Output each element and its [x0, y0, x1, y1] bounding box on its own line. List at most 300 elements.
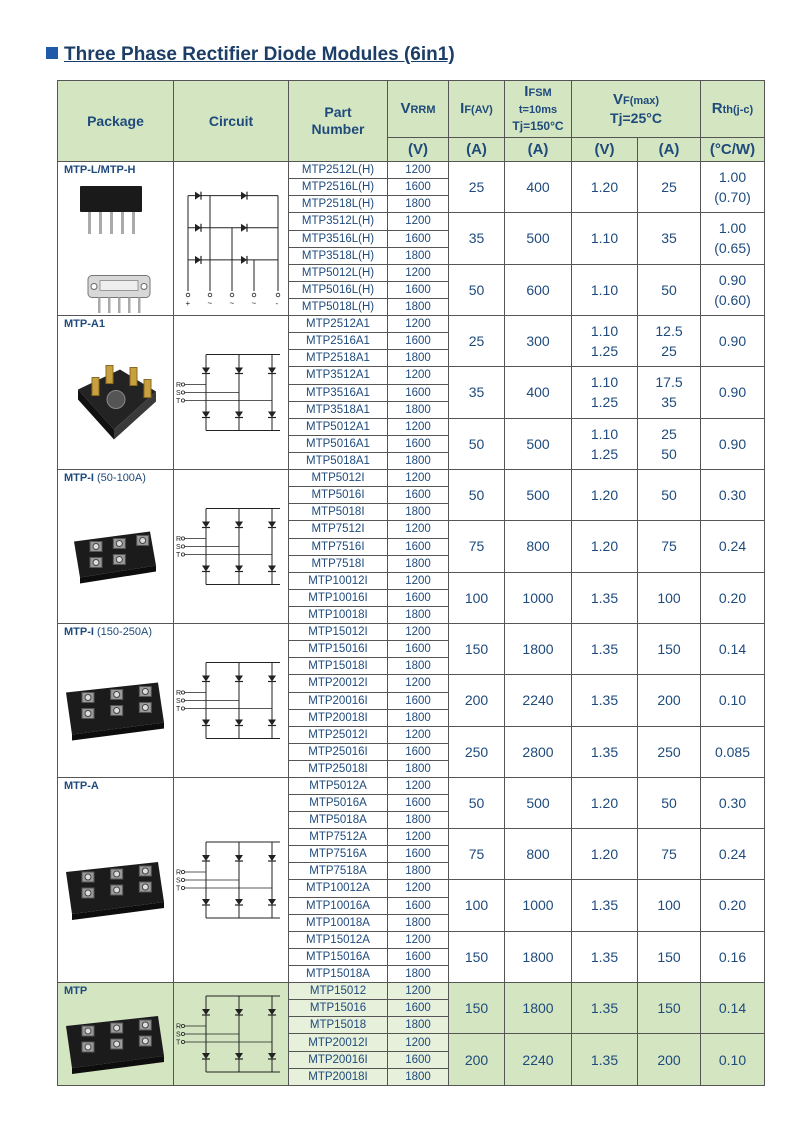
- header-circuit: Circuit: [174, 81, 289, 162]
- diode-symbol: [268, 566, 276, 572]
- vrrm-value: 1800: [388, 863, 449, 880]
- part-number: MTP2516A1: [289, 333, 388, 350]
- package-name: MTP-L/MTP-H: [64, 164, 136, 176]
- circuit-diagram: [174, 624, 289, 777]
- vrrm-value: 1800: [388, 299, 449, 316]
- diode-symbol: [268, 720, 276, 726]
- diode-symbol: [202, 368, 210, 374]
- part-number: MTP2512L(H): [289, 162, 388, 179]
- vf-value: 1.20: [572, 162, 638, 213]
- diode-symbol: [202, 1053, 210, 1059]
- rth-value: 1.00 (0.70): [701, 162, 765, 213]
- rth-value: 0.10: [701, 675, 765, 727]
- vrrm-value: 1200: [388, 675, 449, 693]
- part-number: MTP2516L(H): [289, 179, 388, 196]
- diode-symbol: [202, 412, 210, 418]
- part-number: MTP5018A: [289, 812, 388, 829]
- vf-current-value: 75: [638, 829, 701, 880]
- vrrm-value: 1600: [388, 179, 449, 196]
- part-number: MTP3518A1: [289, 401, 388, 418]
- package-name: MTP-A1: [64, 318, 105, 330]
- header-ifav: IF(AV): [449, 81, 505, 138]
- vrrm-value: 1200: [388, 162, 449, 179]
- vf-current-value: 100: [638, 880, 701, 931]
- diode-symbol: [195, 224, 201, 232]
- part-number: MTP25018I: [289, 761, 388, 778]
- part-number: MTP3516L(H): [289, 230, 388, 247]
- ifav-value: 200: [449, 1034, 505, 1086]
- diode-symbol: [235, 522, 243, 528]
- ifav-value: 25: [449, 316, 505, 367]
- part-number: MTP3518L(H): [289, 247, 388, 264]
- part-number: MTP15018A: [289, 966, 388, 983]
- part-number: MTP5016L(H): [289, 282, 388, 299]
- ifsm-value: 500: [505, 778, 572, 829]
- circuit-diagram: [174, 470, 289, 623]
- part-number: MTP25016I: [289, 744, 388, 761]
- circuit-label: +: [185, 299, 191, 308]
- package-cell: [58, 983, 174, 1086]
- part-number: MTP10018A: [289, 914, 388, 931]
- vrrm-value: 1600: [388, 538, 449, 555]
- package-cell: [58, 624, 174, 778]
- part-number: MTP20012I: [289, 1034, 388, 1052]
- vrrm-value: 1800: [388, 247, 449, 264]
- vrrm-value: 1800: [388, 812, 449, 829]
- circuit-label: T: [176, 398, 181, 405]
- ifav-value: 250: [449, 726, 505, 778]
- circuit-label: R: [176, 382, 182, 389]
- rth-value: 0.90: [701, 418, 765, 470]
- part-number: MTP15012: [289, 983, 388, 1000]
- header-package: Package: [58, 81, 174, 162]
- part-number: MTP7518I: [289, 555, 388, 572]
- vrrm-value: 1800: [388, 761, 449, 778]
- circuit-diagram: [174, 983, 289, 1085]
- vf-value: 1.20: [572, 470, 638, 521]
- part-number: MTP5016A1: [289, 436, 388, 453]
- vrrm-value: 1600: [388, 487, 449, 504]
- vf-current-value: 17.5 35: [638, 367, 701, 419]
- vf-current-value: 50: [638, 264, 701, 316]
- diode-symbol: [235, 1053, 243, 1059]
- vrrm-value: 1800: [388, 1069, 449, 1086]
- vrrm-value: 1800: [388, 196, 449, 213]
- circuit-label: T: [176, 885, 181, 893]
- part-number: MTP5012L(H): [289, 264, 388, 282]
- table-row: [58, 778, 765, 795]
- circuit-label: R: [176, 1023, 182, 1031]
- unit-rth: (°C/W): [701, 138, 765, 162]
- part-number: MTP15016: [289, 1000, 388, 1017]
- part-number: MTP10018I: [289, 607, 388, 624]
- vrrm-value: 1800: [388, 966, 449, 983]
- rth-value: 0.16: [701, 931, 765, 982]
- ifav-value: 50: [449, 264, 505, 316]
- circuit-label: ~: [207, 299, 213, 308]
- vf-value: 1.10: [572, 213, 638, 265]
- circuit-diagram: [174, 162, 289, 315]
- table-row: [58, 316, 765, 333]
- part-number: MTP5016I: [289, 487, 388, 504]
- vrrm-value: 1200: [388, 778, 449, 795]
- ifsm-value: 600: [505, 264, 572, 316]
- package-cell: [58, 162, 174, 316]
- title-square-icon: [46, 47, 58, 59]
- diode-symbol: [235, 899, 243, 905]
- part-number: MTP2512A1: [289, 316, 388, 333]
- ifsm-value: 1000: [505, 572, 572, 624]
- part-number: MTP15016I: [289, 641, 388, 658]
- part-number: MTP10012I: [289, 572, 388, 590]
- part-number: MTP2518L(H): [289, 196, 388, 213]
- diode-symbol: [235, 720, 243, 726]
- part-number: MTP20012I: [289, 675, 388, 693]
- package-photo: [58, 794, 172, 980]
- vrrm-value: 1600: [388, 384, 449, 401]
- circuit-label: S: [176, 1031, 181, 1039]
- package-cell: [58, 470, 174, 624]
- header-rth: Rth(j-c): [701, 81, 765, 138]
- diode-symbol: [268, 1009, 276, 1015]
- vf-value: 1.10: [572, 264, 638, 316]
- vf-value: 1.20: [572, 778, 638, 829]
- rth-value: 0.90 (0.60): [701, 264, 765, 316]
- circuit-cell: [174, 162, 289, 316]
- part-number: MTP7516I: [289, 538, 388, 555]
- header-ifsm: IFSM t=10ms Tj=150°C: [505, 81, 572, 138]
- vrrm-value: 1800: [388, 350, 449, 367]
- vrrm-value: 1200: [388, 213, 449, 231]
- vf-value: 1.20: [572, 829, 638, 880]
- circuit-label: S: [176, 544, 181, 551]
- vrrm-value: 1600: [388, 282, 449, 299]
- circuit-label: R: [176, 536, 182, 543]
- part-number: MTP7512A: [289, 829, 388, 846]
- diode-symbol: [235, 1009, 243, 1015]
- table-row: [58, 470, 765, 487]
- part-number: MTP5016A: [289, 795, 388, 812]
- vrrm-value: 1800: [388, 504, 449, 521]
- circuit-label: R: [176, 869, 182, 877]
- rth-value: 0.24: [701, 829, 765, 880]
- vf-current-value: 150: [638, 983, 701, 1034]
- vf-current-value: 150: [638, 624, 701, 675]
- ifsm-value: 1000: [505, 880, 572, 931]
- part-number: MTP10016A: [289, 897, 388, 914]
- rth-value: 0.30: [701, 470, 765, 521]
- ifsm-value: 2240: [505, 1034, 572, 1086]
- part-number: MTP5018A1: [289, 453, 388, 470]
- part-number: MTP2518A1: [289, 350, 388, 367]
- page-title: Three Phase Rectifier Diode Modules (6in1): [46, 44, 455, 66]
- diode-symbol: [235, 566, 243, 572]
- vrrm-value: 1600: [388, 1000, 449, 1017]
- vrrm-value: 1600: [388, 1052, 449, 1069]
- package-photo: [58, 486, 172, 621]
- package-photo: [58, 999, 172, 1083]
- vf-current-value: 200: [638, 675, 701, 727]
- diode-symbol: [241, 224, 247, 232]
- diode-symbol: [202, 566, 210, 572]
- vf-current-value: 50: [638, 778, 701, 829]
- ifav-value: 150: [449, 983, 505, 1034]
- circuit-label: T: [176, 1039, 181, 1047]
- ifsm-value: 400: [505, 162, 572, 213]
- part-number: MTP15012I: [289, 624, 388, 641]
- part-number: MTP15018I: [289, 658, 388, 675]
- vrrm-value: 1600: [388, 949, 449, 966]
- diode-symbol: [202, 676, 210, 682]
- vrrm-value: 1200: [388, 367, 449, 385]
- unit-ifav: (A): [449, 138, 505, 162]
- diode-symbol: [268, 1053, 276, 1059]
- vrrm-value: 1200: [388, 983, 449, 1000]
- vf-value: 1.10 1.25: [572, 418, 638, 470]
- ifsm-value: 2800: [505, 726, 572, 778]
- ifav-value: 150: [449, 931, 505, 982]
- part-number: MTP5018L(H): [289, 299, 388, 316]
- circuit-label: S: [176, 698, 181, 705]
- rth-value: 0.14: [701, 983, 765, 1034]
- table-row: [58, 624, 765, 641]
- diode-symbol: [202, 899, 210, 905]
- vrrm-value: 1600: [388, 333, 449, 350]
- vrrm-value: 1200: [388, 931, 449, 948]
- vrrm-value: 1600: [388, 744, 449, 761]
- vrrm-value: 1200: [388, 880, 449, 897]
- ifsm-value: 800: [505, 829, 572, 880]
- part-number: MTP3512A1: [289, 367, 388, 385]
- rth-value: 0.085: [701, 726, 765, 778]
- rth-value: 0.24: [701, 521, 765, 573]
- diode-symbol: [202, 855, 210, 861]
- package-cell: [58, 778, 174, 983]
- diode-symbol: [241, 192, 247, 200]
- vf-current-value: 25 50: [638, 418, 701, 470]
- diode-symbol: [235, 368, 243, 374]
- part-number: MTP7516A: [289, 846, 388, 863]
- diode-symbol: [268, 676, 276, 682]
- ifav-value: 200: [449, 675, 505, 727]
- part-number: MTP3516A1: [289, 384, 388, 401]
- vrrm-value: 1800: [388, 1017, 449, 1034]
- unit-vf: (V): [572, 138, 638, 162]
- diode-symbol: [268, 412, 276, 418]
- part-number: MTP5012A: [289, 778, 388, 795]
- spec-table: [57, 80, 765, 1086]
- diode-symbol: [235, 412, 243, 418]
- circuit-label: ~: [251, 299, 257, 308]
- vrrm-value: 1200: [388, 418, 449, 436]
- part-number: MTP5012I: [289, 470, 388, 487]
- part-number: MTP15012A: [289, 931, 388, 948]
- part-number: MTP5018I: [289, 504, 388, 521]
- ifav-value: 75: [449, 829, 505, 880]
- vrrm-value: 1800: [388, 453, 449, 470]
- vf-value: 1.35: [572, 675, 638, 727]
- unit-ifsm: (A): [505, 138, 572, 162]
- diode-symbol: [202, 720, 210, 726]
- ifsm-value: 500: [505, 470, 572, 521]
- part-number: MTP3512L(H): [289, 213, 388, 231]
- circuit-label: S: [176, 877, 181, 885]
- diode-symbol: [268, 899, 276, 905]
- vf-value: 1.35: [572, 726, 638, 778]
- header-vrrm: VRRM: [388, 81, 449, 138]
- circuit-cell: [174, 778, 289, 983]
- unit-vf-current: (A): [638, 138, 701, 162]
- diode-symbol: [268, 522, 276, 528]
- package-name: MTP: [64, 985, 88, 997]
- vrrm-value: 1800: [388, 914, 449, 931]
- rth-value: 0.10: [701, 1034, 765, 1086]
- package-photo: [58, 640, 172, 775]
- vrrm-value: 1800: [388, 607, 449, 624]
- ifav-value: 50: [449, 470, 505, 521]
- vf-current-value: 100: [638, 572, 701, 624]
- ifav-value: 25: [449, 162, 505, 213]
- part-number: MTP10016I: [289, 590, 388, 607]
- ifav-value: 50: [449, 778, 505, 829]
- vf-value: 1.35: [572, 983, 638, 1034]
- ifav-value: 100: [449, 572, 505, 624]
- ifsm-value: 300: [505, 316, 572, 367]
- rth-value: 0.20: [701, 572, 765, 624]
- ifav-value: 75: [449, 521, 505, 573]
- diode-symbol: [195, 192, 201, 200]
- vf-value: 1.10 1.25: [572, 367, 638, 419]
- circuit-diagram: [174, 778, 289, 982]
- vf-value: 1.35: [572, 572, 638, 624]
- vrrm-value: 1800: [388, 709, 449, 726]
- ifsm-value: 500: [505, 418, 572, 470]
- part-number: MTP10012A: [289, 880, 388, 897]
- circuit-label: T: [176, 706, 181, 713]
- vrrm-value: 1200: [388, 521, 449, 539]
- circuit-label: -: [275, 299, 279, 308]
- ifsm-value: 500: [505, 213, 572, 265]
- ifav-value: 150: [449, 624, 505, 675]
- vf-value: 1.35: [572, 880, 638, 931]
- header-part-number: Part Number: [289, 81, 388, 162]
- vrrm-value: 1800: [388, 658, 449, 675]
- part-number: MTP20016I: [289, 692, 388, 709]
- package-name: MTP-I (50-100A): [64, 472, 146, 484]
- vrrm-value: 1600: [388, 230, 449, 247]
- ifsm-value: 1800: [505, 624, 572, 675]
- vf-current-value: 150: [638, 931, 701, 982]
- circuit-label: S: [176, 390, 181, 397]
- part-number: MTP20018I: [289, 709, 388, 726]
- circuit-cell: [174, 316, 289, 470]
- rth-value: 1.00 (0.65): [701, 213, 765, 265]
- rth-value: 0.20: [701, 880, 765, 931]
- ifav-value: 35: [449, 213, 505, 265]
- ifsm-value: 1800: [505, 931, 572, 982]
- header-row: [58, 81, 765, 138]
- part-number: MTP15016A: [289, 949, 388, 966]
- vf-current-value: 25: [638, 162, 701, 213]
- vrrm-value: 1600: [388, 641, 449, 658]
- diode-symbol: [235, 855, 243, 861]
- vf-current-value: 35: [638, 213, 701, 265]
- vrrm-value: 1200: [388, 726, 449, 744]
- vf-current-value: 75: [638, 521, 701, 573]
- package-photo: [58, 178, 172, 313]
- vrrm-value: 1200: [388, 829, 449, 846]
- table-row: [58, 983, 765, 1000]
- ifsm-value: 1800: [505, 983, 572, 1034]
- ifsm-value: 400: [505, 367, 572, 419]
- part-number: MTP25012I: [289, 726, 388, 744]
- vf-value: 1.10 1.25: [572, 316, 638, 367]
- package-cell: [58, 316, 174, 470]
- diode-symbol: [195, 256, 201, 264]
- ifsm-value: 800: [505, 521, 572, 573]
- rth-value: 0.14: [701, 624, 765, 675]
- part-number: MTP20016I: [289, 1052, 388, 1069]
- diode-symbol: [268, 855, 276, 861]
- vf-value: 1.35: [572, 1034, 638, 1086]
- header-vf: VF(max) Tj=25°C: [572, 81, 701, 138]
- ifsm-value: 2240: [505, 675, 572, 727]
- ifav-value: 50: [449, 418, 505, 470]
- vrrm-value: 1200: [388, 316, 449, 333]
- package-name: MTP-I (150-250A): [64, 626, 153, 638]
- vf-value: 1.20: [572, 521, 638, 573]
- vf-value: 1.35: [572, 931, 638, 982]
- rth-value: 0.90: [701, 316, 765, 367]
- vrrm-value: 1200: [388, 264, 449, 282]
- vrrm-value: 1200: [388, 1034, 449, 1052]
- vrrm-value: 1800: [388, 401, 449, 418]
- part-number: MTP20018I: [289, 1069, 388, 1086]
- vf-value: 1.35: [572, 624, 638, 675]
- ifav-value: 35: [449, 367, 505, 419]
- diode-symbol: [241, 256, 247, 264]
- circuit-cell: [174, 983, 289, 1086]
- part-number: MTP7512I: [289, 521, 388, 539]
- diode-symbol: [202, 1009, 210, 1015]
- part-number: MTP5012A1: [289, 418, 388, 436]
- vf-current-value: 200: [638, 1034, 701, 1086]
- vf-current-value: 50: [638, 470, 701, 521]
- vrrm-value: 1600: [388, 692, 449, 709]
- ifav-value: 100: [449, 880, 505, 931]
- part-number: MTP7518A: [289, 863, 388, 880]
- diode-symbol: [202, 522, 210, 528]
- circuit-diagram: [174, 316, 289, 469]
- vrrm-value: 1200: [388, 624, 449, 641]
- table-row: [58, 162, 765, 179]
- diode-symbol: [268, 368, 276, 374]
- unit-vrrm: (V): [388, 138, 449, 162]
- vrrm-value: 1600: [388, 590, 449, 607]
- package-name: MTP-A: [64, 780, 99, 792]
- vrrm-value: 1800: [388, 555, 449, 572]
- vrrm-value: 1600: [388, 795, 449, 812]
- circuit-label: T: [176, 552, 181, 559]
- diode-symbol: [235, 676, 243, 682]
- part-number: MTP15018: [289, 1017, 388, 1034]
- vrrm-value: 1600: [388, 436, 449, 453]
- vf-current-value: 250: [638, 726, 701, 778]
- circuit-cell: [174, 470, 289, 624]
- vf-current-value: 12.5 25: [638, 316, 701, 367]
- vrrm-value: 1600: [388, 846, 449, 863]
- rth-value: 0.90: [701, 367, 765, 419]
